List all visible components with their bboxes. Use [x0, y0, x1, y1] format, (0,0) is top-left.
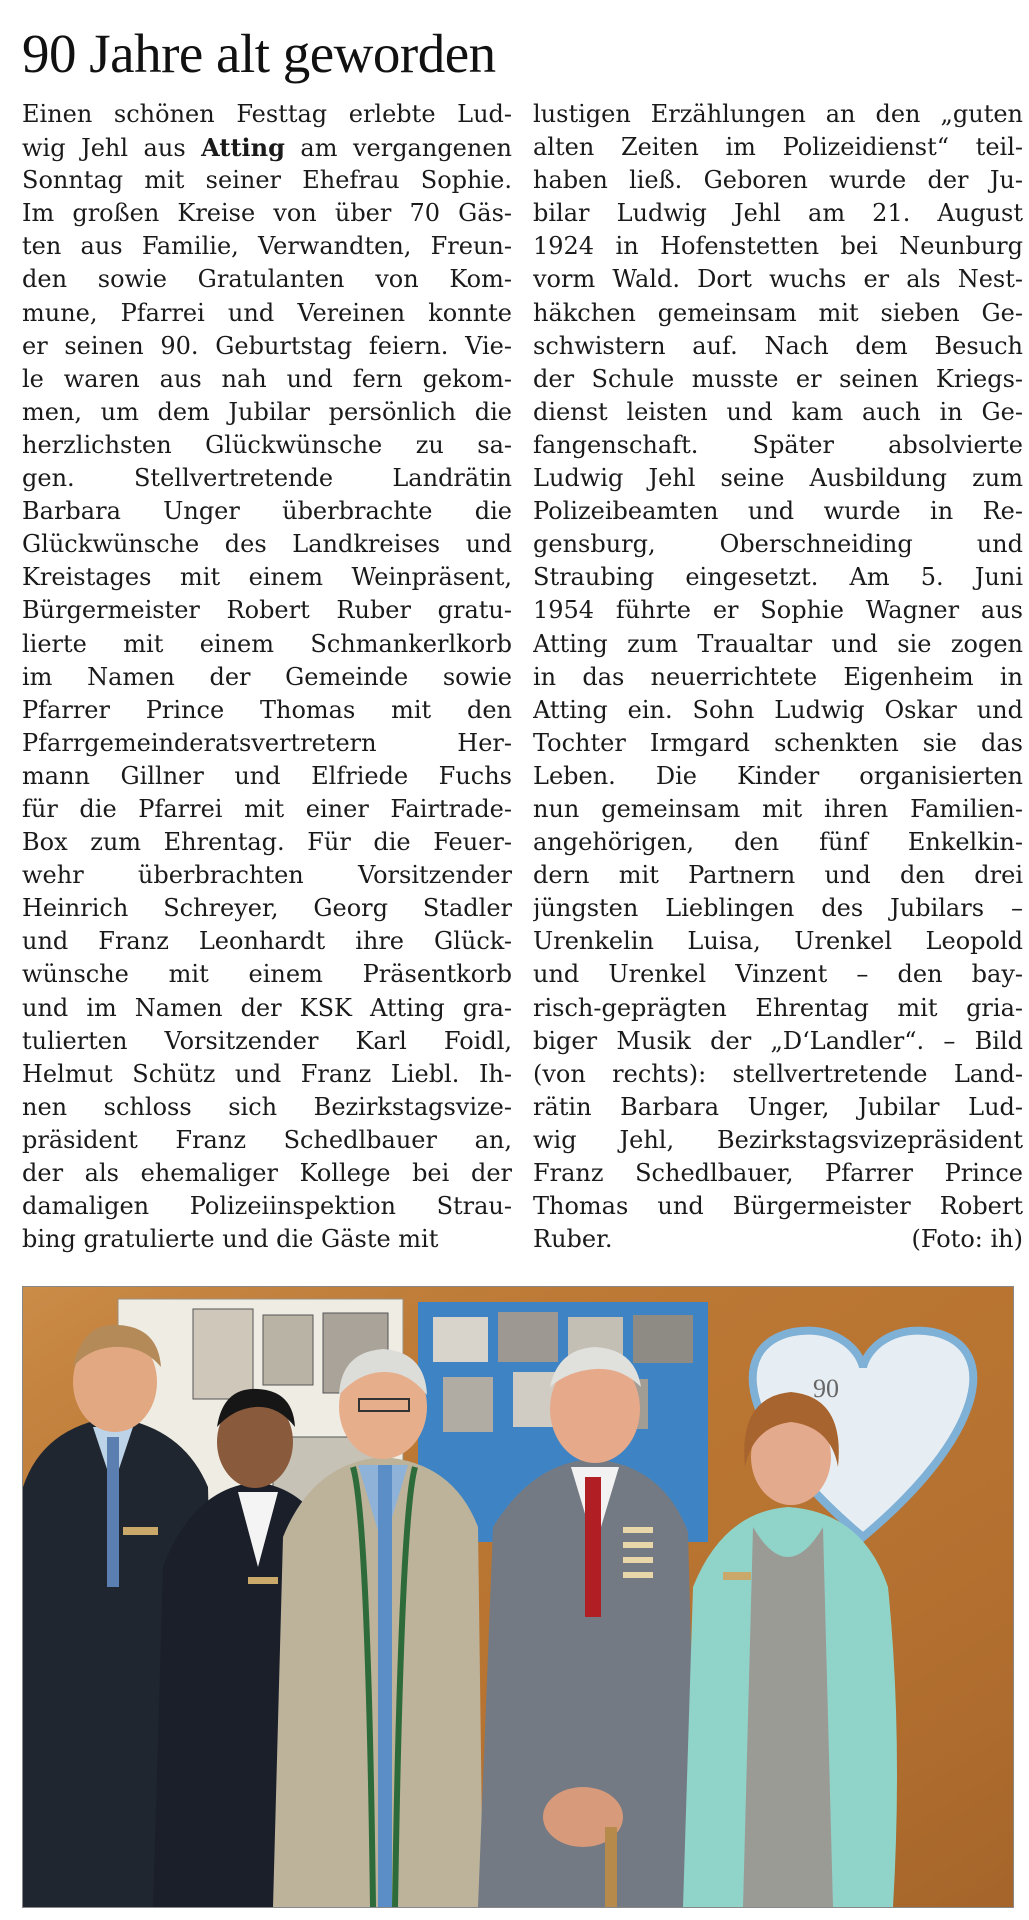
- article-line: Polizeibeamten und wurde in Re-: [533, 497, 1023, 526]
- article-line: gensburg, Oberschneiding und: [533, 530, 1023, 559]
- article-line: [22, 528, 512, 561]
- line-text: am vergangenen: [284, 134, 512, 163]
- line-text: Einen schönen Festtag erlebte Lud-: [22, 100, 512, 128]
- line-text: bing gratulierte und die Gäste mit: [22, 1225, 439, 1254]
- heart-text: 90: [813, 1374, 839, 1403]
- line-text: Bürgermeister Robert Ruber gratu-: [22, 596, 512, 625]
- article-line: angehörigen, den fünf Enkelkin-: [533, 828, 1023, 857]
- article-line: [22, 992, 512, 1025]
- article-line: der Schule musste er seinen Kriegs-: [533, 364, 1023, 393]
- article-line: und Urenkel Vinzent – den bay-: [533, 960, 1023, 989]
- article-line: [22, 1058, 512, 1091]
- line-text: men, um dem Jubilar persönlich die: [22, 397, 512, 426]
- article-line: [22, 495, 512, 528]
- article-line: risch-geprägten Ehrentag mit gria-: [533, 993, 1023, 1022]
- article-line: [22, 396, 512, 429]
- pin-photo: [633, 1315, 693, 1363]
- article-line: (von rechts): stellvertretende Land-: [533, 1059, 1023, 1088]
- pin-photo: [443, 1377, 493, 1432]
- article-line: Tochter Irmgard schenkten sie das: [533, 728, 1023, 757]
- article-line: [22, 793, 512, 826]
- left-column: [22, 98, 512, 1256]
- bold-place-name: Atting: [201, 133, 285, 163]
- line-text: präsident Franz Schedlbauer an,: [22, 1125, 512, 1154]
- line-text: Helmut Schütz und Franz Liebl. Ih-: [22, 1059, 512, 1088]
- article-line: fangenschaft. Später absolvierte: [533, 430, 1023, 459]
- line-text: der als ehemaliger Kollege bei der: [22, 1159, 512, 1187]
- board-photo: [263, 1315, 313, 1385]
- article-line: [22, 1091, 512, 1124]
- article-line: [22, 628, 512, 661]
- article-line: rätin Barbara Unger, Jubilar Lud-: [533, 1092, 1023, 1121]
- article-line: [22, 131, 512, 164]
- article-line: [22, 760, 512, 793]
- article-line: [22, 98, 512, 131]
- line-text: wünsche mit einem Präsentkorb: [22, 960, 512, 989]
- line-text: den sowie Gratulanten von Kom-: [22, 265, 512, 294]
- line-text: ten aus Familie, Verwandten, Freun-: [22, 232, 512, 261]
- article-line: [22, 1157, 512, 1190]
- article-line: [22, 1190, 512, 1223]
- article-line: [22, 661, 512, 694]
- article-line: [22, 1223, 512, 1256]
- line-text: mann Gillner und Elfriede Fuchs: [22, 761, 512, 790]
- article-line: bilar Ludwig Jehl am 21. August: [533, 199, 1023, 228]
- article-line: [22, 297, 512, 330]
- line-text: wig Jehl aus: [22, 134, 202, 163]
- article-line: [22, 958, 512, 991]
- article-line: in das neuerrichtete Eigenheim in: [533, 662, 1023, 691]
- line-text: Heinrich Schreyer, Georg Stadler: [22, 894, 512, 923]
- line-text: damaligen Polizeiinspektion Strau-: [22, 1192, 512, 1221]
- article-line: Ludwig Jehl seine Ausbildung zum: [533, 464, 1023, 493]
- article-line: haben ließ. Geboren wurde der Ju-: [533, 166, 1023, 195]
- article-line: Leben. Die Kinder organisierten: [533, 761, 1023, 790]
- article-line: schwistern auf. Nach dem Besuch: [533, 331, 1023, 360]
- article-line: [22, 826, 512, 859]
- article-line: häkchen gemeinsam mit sieben Ge-: [533, 298, 1023, 327]
- article-line: [22, 330, 512, 363]
- line-text: Barbara Unger überbrachte die: [22, 497, 512, 526]
- line-text: le waren aus nah und fern gekom-: [22, 364, 512, 393]
- line-text: Sonntag mit seiner Ehefrau Sophie.: [22, 166, 512, 195]
- line-text: Box zum Ehrentag. Für die Feuer-: [22, 828, 512, 857]
- line-text: im Namen der Gemeinde sowie: [22, 662, 512, 691]
- line-text: Im großen Kreise von über 70 Gäs-: [22, 199, 512, 228]
- article-line: [22, 727, 512, 760]
- article-line: [22, 263, 512, 296]
- pin-photo: [433, 1317, 488, 1362]
- article-line: [22, 594, 512, 627]
- line-text: lierte mit einem Schmankerlkorb: [22, 629, 512, 658]
- article-line: 1924 in Hofenstetten bei Neunburg: [533, 232, 1023, 261]
- article-line: [22, 363, 512, 396]
- article-line: Straubing eingesetzt. Am 5. Juni: [533, 563, 1023, 592]
- line-text: und im Namen der KSK Atting gra-: [22, 993, 512, 1022]
- line-text: mune, Pfarrei und Vereinen konnte: [22, 298, 512, 327]
- line-text: wehr überbrachten Vorsitzender: [22, 861, 512, 890]
- article-line: [22, 230, 512, 263]
- article-line: [22, 561, 512, 594]
- article-line: wig Jehl, Bezirkstagsvizepräsident: [533, 1125, 1023, 1154]
- article-line: [22, 197, 512, 230]
- article-line: alten Zeiten im Polizeidienst“ teil-: [533, 133, 1023, 162]
- line-text: Pfarrer Prince Thomas mit den: [22, 695, 512, 724]
- pin-photo: [498, 1312, 558, 1362]
- right-column: [533, 98, 1023, 1256]
- closing-text: Ruber.: [533, 1225, 613, 1254]
- article-line: jüngsten Lieblingen des Jubilars –: [533, 894, 1023, 923]
- article-line: Franz Schedlbauer, Pfarrer Prince: [533, 1159, 1023, 1187]
- line-text: für die Pfarrei mit einer Fairtrade-: [22, 794, 512, 823]
- line-text: Glückwünsche des Landkreises und: [22, 530, 512, 559]
- article-line: 1954 führte er Sophie Wagner aus: [533, 596, 1023, 625]
- article-line: [22, 925, 512, 958]
- line-text: Pfarrgemeinderatsvertretern Her-: [22, 728, 512, 757]
- article-line: nun gemeinsam mit ihren Familien-: [533, 794, 1023, 823]
- article-line: [22, 1025, 512, 1058]
- article-line: [22, 859, 512, 892]
- article-line: Thomas und Bürgermeister Robert: [533, 1192, 1023, 1221]
- article-photo: [22, 1286, 1014, 1908]
- headline: 90 Jahre alt geworden: [22, 23, 496, 84]
- line-text: nen schloss sich Bezirkstagsvize-: [22, 1092, 512, 1121]
- article-line: vorm Wald. Dort wuchs er als Nest-: [533, 265, 1023, 294]
- closing-line: [533, 1223, 1023, 1256]
- article-line: Atting zum Traualtar und sie zogen: [533, 629, 1023, 658]
- line-text: Kreistages mit einem Weinpräsent,: [22, 563, 512, 592]
- article-line: [22, 462, 512, 495]
- article-line: [22, 892, 512, 925]
- article-line: [22, 429, 512, 462]
- article-line: [22, 1124, 512, 1157]
- article-line: Urenkelin Luisa, Urenkel Leopold: [533, 927, 1023, 956]
- article-line: lustigen Erzählungen an den „guten: [533, 100, 1023, 128]
- line-text: tulierten Vorsitzender Karl Foidl,: [22, 1026, 512, 1055]
- article-line: [22, 164, 512, 197]
- article-line: dienst leisten und kam auch in Ge-: [533, 397, 1023, 426]
- article-line: [22, 694, 512, 727]
- photo-scene: [23, 1287, 1013, 1907]
- article-line: dern mit Partnern und den drei: [533, 861, 1023, 890]
- line-text: und Franz Leonhardt ihre Glück-: [22, 927, 512, 956]
- wedding-photo: [193, 1309, 253, 1399]
- article-line: biger Musik der „D‘Landler“. – Bild: [533, 1026, 1023, 1055]
- photo-credit: (Foto: ih): [911, 1225, 1023, 1254]
- article-line: Atting ein. Sohn Ludwig Oskar und: [533, 695, 1023, 724]
- line-text: herzlichsten Glückwünsche zu sa-: [22, 430, 512, 459]
- line-text: er seinen 90. Geburtstag feiern. Vie-: [22, 331, 512, 360]
- line-text: gen. Stellvertretende Landrätin: [22, 464, 512, 493]
